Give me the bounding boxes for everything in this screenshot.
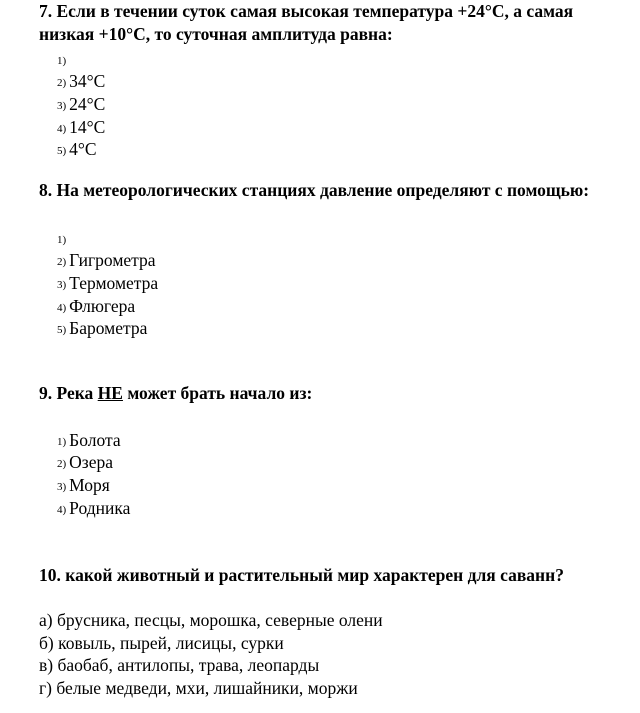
option-text: Термометра — [69, 273, 159, 294]
option-text: Родника — [69, 497, 131, 518]
option-number: 4) — [57, 503, 67, 516]
question-10-title: 10. какой животный и растительный мир характерен для саванн? — [39, 565, 564, 585]
option-text: Болота — [69, 429, 121, 450]
question-9-title-emphasis: НЕ — [97, 383, 123, 403]
option-number: 2) — [57, 77, 67, 90]
question-9-option-4 — [57, 495, 130, 518]
question-9-options — [57, 427, 130, 518]
option-number: 2) — [57, 458, 67, 471]
question-7-options — [57, 46, 105, 159]
option-number: 4) — [57, 122, 67, 135]
question-8-option-2 — [57, 248, 158, 271]
question-10-option-d: г) белые медведи, мхи, лишайники, моржи — [39, 678, 358, 699]
question-7-option-4 — [57, 114, 105, 137]
option-text: 34°C — [69, 71, 106, 92]
question-9-option-2 — [57, 450, 130, 473]
option-number: 4) — [57, 301, 67, 314]
question-7-option-5 — [57, 137, 105, 160]
question-9-option-1 — [57, 427, 130, 450]
option-number: 5) — [57, 324, 67, 337]
question-7-option-2 — [57, 69, 105, 92]
option-text: 4°C — [69, 139, 97, 160]
question-7-option-3 — [57, 91, 105, 114]
question-7-title: 7. Если в течении суток самая высокая температура +24°C, а самая низкая +10°C, то суточная амплитуда равна: — [39, 1, 574, 44]
option-text: Моря — [69, 475, 110, 496]
question-9-option-3 — [57, 472, 130, 495]
option-number: 2) — [57, 256, 67, 269]
option-number: 3) — [57, 100, 67, 113]
option-number: 1) — [57, 435, 67, 448]
question-9-title — [39, 382, 599, 405]
question-7-option-1 — [57, 46, 105, 69]
question-8-option-4 — [57, 293, 158, 316]
option-text: 24°C — [69, 94, 106, 115]
question-8-options — [57, 225, 158, 338]
option-text: Флюгера — [69, 295, 136, 316]
option-number: 1) — [57, 54, 67, 67]
option-number: 5) — [57, 145, 67, 158]
option-number: 3) — [57, 279, 67, 292]
question-9-title-start: 9. Река — [39, 383, 98, 403]
question-10-option-c: в) баобаб, антилопы, трава, леопарды — [39, 655, 320, 676]
question-9-title-end: может брать начало из: — [122, 383, 313, 403]
question-8-title: 8. На метеорологических станциях давление определяют с помощью: — [39, 180, 590, 200]
option-text: 14°C — [69, 116, 106, 137]
question-10-option-b: б) ковыль, пырей, лисицы, сурки — [39, 632, 284, 653]
option-number: 1) — [57, 233, 67, 246]
option-text: Барометра — [69, 318, 148, 339]
question-10-option-a: а) брусника, песцы, морошка, северные олени — [39, 610, 383, 630]
option-number: 3) — [57, 481, 67, 494]
question-8-option-1 — [57, 225, 158, 248]
question-10-options — [39, 609, 383, 700]
question-8-option-3 — [57, 270, 158, 293]
question-8-option-5 — [57, 316, 158, 339]
option-text: Гигрометра — [69, 250, 156, 271]
option-text: Озера — [69, 452, 114, 473]
